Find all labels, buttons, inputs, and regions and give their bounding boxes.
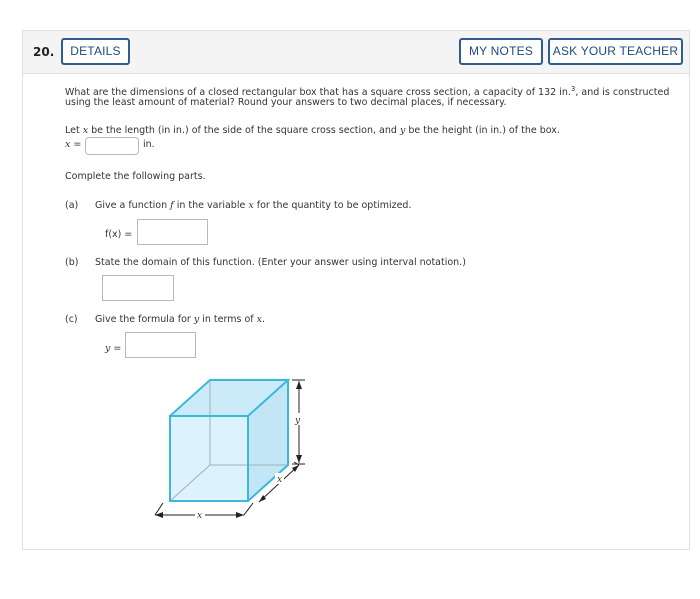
ask-your-teacher-button[interactable]: ASK YOUR TEACHER (548, 38, 683, 65)
problem-line-2: using the least amount of material? Round your answers to two decimal places, if necessary. (65, 97, 507, 108)
variable-definition: Let x be the length (in in.) of the side of the square cross section, and y be the height (in in.) of the box. (65, 125, 560, 136)
part-c-prompt: Give the formula for y in terms of x. (95, 314, 266, 325)
parts-intro: Complete the following parts. (65, 171, 206, 182)
y-label: y (295, 416, 301, 426)
y-arrow-top (296, 381, 302, 389)
box-figure (23, 31, 689, 549)
y-arrow-bottom (296, 455, 302, 463)
x-front-arrow-right (236, 512, 244, 518)
part-a-letter: (a) (65, 200, 79, 211)
part-c-answer-label: y = (105, 343, 122, 354)
question-number: 20. (33, 45, 55, 59)
box-front-face (170, 416, 248, 501)
question-card (22, 30, 690, 550)
x-front-label: x (197, 511, 203, 521)
part-a-answer-label: f(x) = (105, 229, 133, 240)
problem-line-1: What are the dimensions of a closed rectangular box that has a square cross section, a capacity of 132 in.$^3$, and is constructed (65, 85, 670, 99)
x-unit: in. (143, 139, 155, 150)
x-answer-label: x = (65, 139, 82, 150)
part-c-letter: (c) (65, 314, 78, 325)
x-side-label: x (277, 475, 283, 485)
part-a-prompt: Give a function f in the variable x for the quantity to be optimized. (95, 200, 412, 211)
part-b-letter: (b) (65, 257, 79, 268)
details-button[interactable]: DETAILS (61, 38, 130, 65)
my-notes-button[interactable]: MY NOTES (459, 38, 543, 65)
part-b-prompt: State the domain of this function. (Enter your answer using interval notation.) (95, 257, 466, 268)
